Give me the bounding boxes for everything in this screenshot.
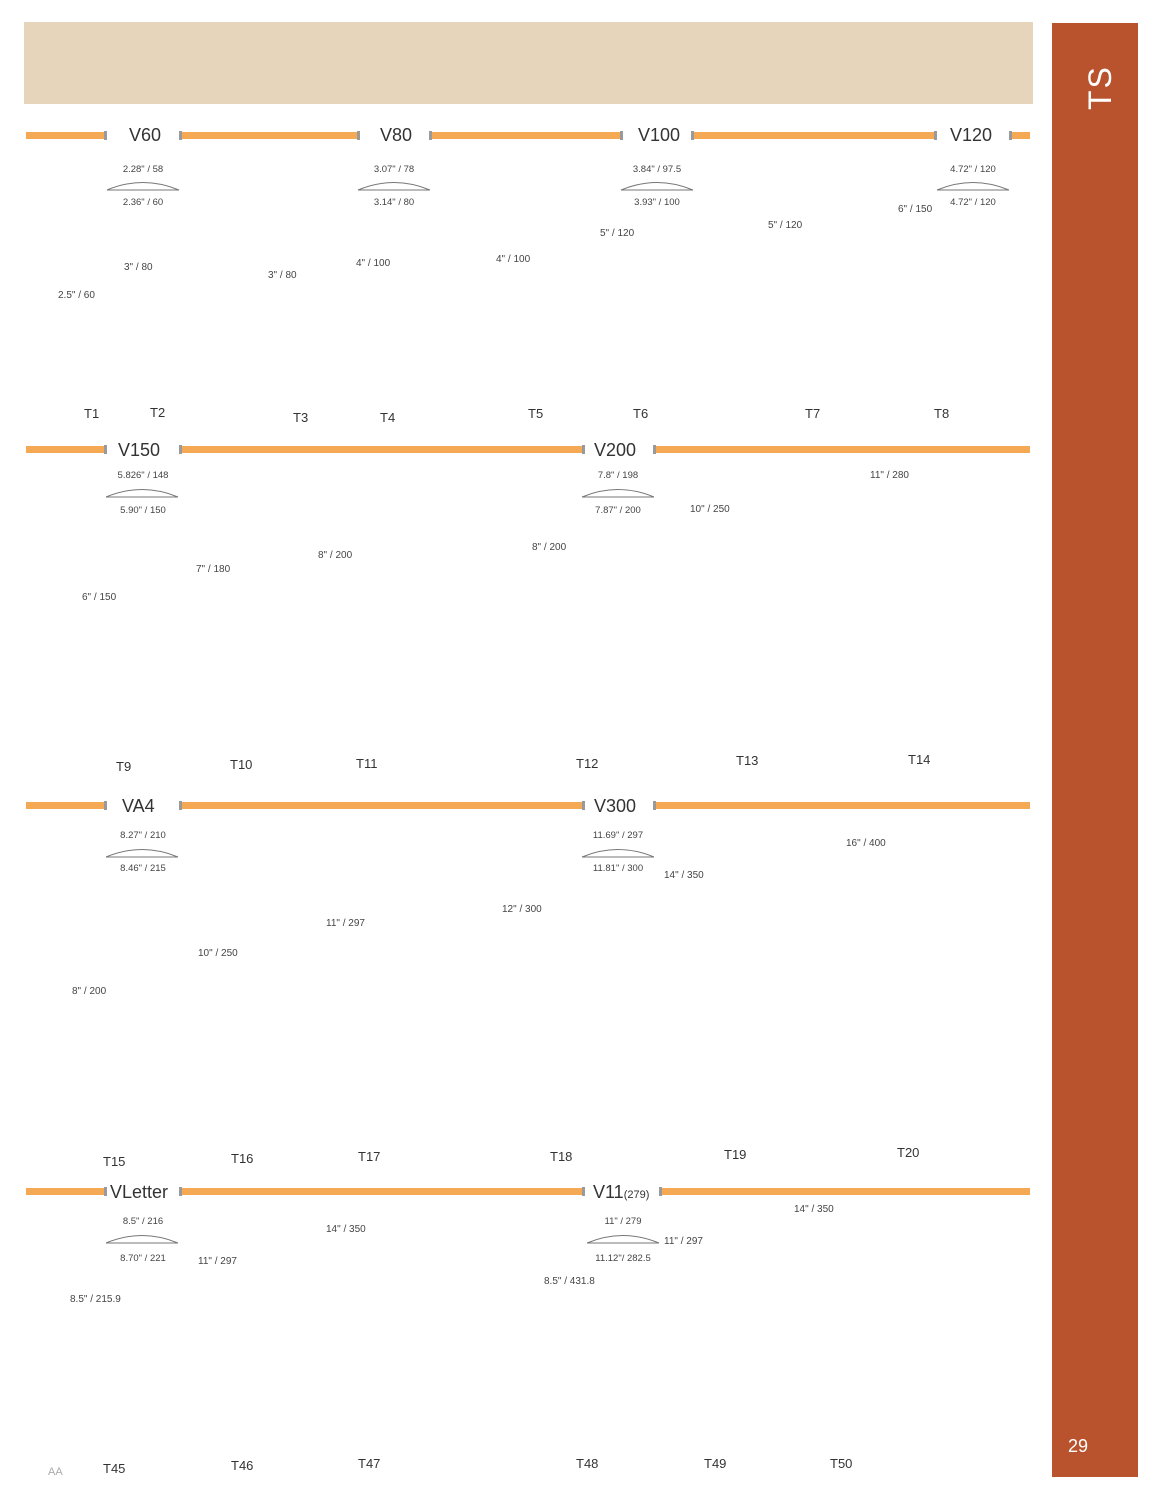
outer-width-label: 8.5" / 216: [122, 1216, 164, 1227]
stand-height-label: 8" / 200: [318, 550, 353, 561]
stand-height-label: 12" / 300: [502, 904, 542, 915]
product-code: T2: [150, 405, 166, 420]
divider-cap: [179, 1187, 182, 1196]
series-label-v120: V120: [950, 125, 993, 145]
series-label-vletter: VLetter: [110, 1182, 169, 1202]
width-arc-icon: [580, 484, 656, 498]
stand-illustration: [58, 290, 118, 378]
stand-illustration: [600, 228, 696, 382]
inner-width-label: 5.90" / 150: [120, 505, 166, 516]
outer-width-label: 4.72" / 120: [950, 164, 996, 175]
divider-bar: [26, 132, 106, 139]
stand-illustration: [768, 220, 880, 384]
stand-height-label: 3" / 80: [124, 262, 153, 273]
stand-height-label: 14" / 350: [326, 1224, 366, 1235]
divider-cap: [104, 801, 107, 810]
stand-height-label: 3" / 80: [268, 270, 297, 281]
stand-height-label: 4" / 100: [356, 258, 391, 269]
divider-cap: [653, 445, 656, 454]
divider-cap: [104, 1187, 107, 1196]
series-label-v300: V300: [594, 796, 637, 816]
outer-width-label: 11" / 279: [604, 1216, 642, 1227]
stand-illustration: [82, 592, 184, 746]
width-arc-icon: [619, 177, 695, 191]
stand-illustration: [544, 1276, 662, 1450]
product-code: T8: [934, 406, 950, 421]
stand-illustration: [198, 1256, 310, 1450]
outer-width-label: 3.84" / 97.5: [632, 164, 682, 175]
stand-height-label: 11" / 280: [870, 470, 909, 481]
header-banner: [24, 22, 1033, 104]
stand-height-label: 4" / 100: [496, 254, 531, 265]
stand-height-label: 8" / 200: [72, 986, 107, 997]
stand-height-label: 14" / 350: [664, 870, 704, 881]
stand-illustration: [326, 918, 444, 1142]
divider-bar: [430, 132, 623, 139]
divider-cap: [620, 131, 623, 140]
series-label-v80: V80: [380, 125, 413, 145]
stand-illustration: [198, 948, 310, 1144]
product-code: T19: [724, 1147, 747, 1162]
outer-width-label: 8.27" / 210: [120, 830, 166, 841]
series-label-v60: V60: [129, 125, 162, 145]
stand-height-label: 10" / 250: [198, 948, 238, 959]
stand-height-label: 6" / 150: [82, 592, 117, 603]
series-label-va4: VA4: [122, 796, 155, 816]
divider-cap: [582, 445, 585, 454]
divider-cap: [934, 131, 937, 140]
divider-bar: [26, 446, 106, 453]
product-code: T18: [550, 1149, 573, 1164]
divider-bar: [692, 132, 936, 139]
product-code: T1: [84, 406, 100, 421]
divider-cap: [1009, 131, 1012, 140]
stand-illustration: [496, 254, 588, 376]
inner-width-label: 11.12"/ 282.5: [595, 1253, 651, 1264]
stand-illustration: [532, 542, 662, 750]
outer-width-label: 7.8" / 198: [597, 470, 639, 481]
width-arc-icon: [105, 177, 181, 191]
divider-cap: [659, 1187, 662, 1196]
inner-width-label: 3.14" / 80: [373, 197, 415, 208]
divider-cap: [104, 445, 107, 454]
stand-illustration: [268, 270, 346, 382]
divider-bar: [1010, 132, 1030, 139]
product-code: T14: [908, 752, 931, 767]
stand-height-label: 5" / 120: [768, 220, 803, 231]
stand-illustration: [664, 870, 836, 1148]
product-code: T15: [103, 1154, 126, 1169]
outer-width-label: 2.28" / 58: [122, 164, 164, 175]
stand-illustration: [196, 564, 306, 748]
stand-height-label: 8" / 200: [532, 542, 567, 553]
stand-height-label: 8.5" / 431.8: [544, 1276, 595, 1287]
stand-illustration: [72, 986, 184, 1146]
stand-height-label: 11" / 297: [198, 1256, 237, 1267]
inner-width-label: 3.93" / 100: [634, 197, 680, 208]
series-label-v100: V100: [638, 125, 681, 145]
stand-height-label: 2.5" / 60: [58, 290, 95, 301]
product-code: T3: [293, 410, 309, 425]
stand-height-label: 11" / 297: [664, 1236, 703, 1247]
divider-bar: [660, 1188, 1030, 1195]
footer-mark: AA: [48, 1466, 63, 1478]
product-code: T7: [805, 406, 821, 421]
inner-width-label: 4.72" / 120: [950, 197, 996, 208]
inner-width-label: 11.81" / 300: [592, 863, 644, 874]
divider-cap: [104, 131, 107, 140]
width-arc-icon: [104, 1230, 180, 1244]
stand-height-label: 10" / 250: [690, 504, 730, 515]
product-code: T47: [358, 1456, 381, 1471]
width-arc-icon: [356, 177, 432, 191]
product-code: T6: [633, 406, 649, 421]
series-label-v200: V200: [594, 440, 637, 460]
product-code: T4: [380, 410, 396, 425]
divider-cap: [179, 445, 182, 454]
inner-width-label: 7.87" / 200: [595, 505, 641, 516]
stand-illustration: [326, 1224, 444, 1448]
divider-cap: [691, 131, 694, 140]
width-arc-icon: [935, 177, 1011, 191]
product-code: T45: [103, 1461, 126, 1476]
stand-height-label: 8.5" / 215.9: [70, 1294, 121, 1305]
width-arc-icon: [580, 844, 656, 858]
stand-height-label: 6" / 150: [898, 204, 933, 215]
divider-bar: [180, 446, 584, 453]
divider-bar: [180, 802, 584, 809]
inner-width-label: 8.70" / 221: [120, 1253, 166, 1264]
stand-illustration: [502, 904, 668, 1148]
stand-illustration: [70, 1294, 184, 1452]
inner-width-label: 8.46" / 215: [120, 863, 166, 874]
stand-height-label: 5" / 120: [600, 228, 635, 239]
stand-illustration: [870, 470, 1030, 740]
series-label-v11: V11(279): [593, 1182, 650, 1202]
stand-illustration: [124, 262, 192, 380]
product-code: T49: [704, 1456, 727, 1471]
stand-illustration: [318, 550, 438, 746]
divider-cap: [582, 801, 585, 810]
stand-illustration: [664, 1236, 800, 1450]
width-arc-icon: [585, 1230, 661, 1244]
divider-cap: [653, 801, 656, 810]
product-code: T17: [358, 1149, 381, 1164]
divider-bar: [654, 802, 1030, 809]
product-code: T9: [116, 759, 132, 774]
divider-bar: [180, 132, 360, 139]
stand-height-label: 11" / 297: [326, 918, 365, 929]
stand-illustration: [690, 504, 836, 748]
product-code: T11: [356, 756, 378, 771]
stand-height-label: 16" / 400: [846, 838, 886, 849]
divider-cap: [582, 1187, 585, 1196]
stand-height-label: 14" / 350: [794, 1204, 834, 1215]
inner-width-label: 2.36" / 60: [122, 197, 164, 208]
series-label-suffix: (279): [623, 1189, 650, 1201]
divider-cap: [179, 131, 182, 140]
page-number: 29: [1068, 1436, 1089, 1456]
divider-cap: [357, 131, 360, 140]
product-code: T46: [231, 1458, 254, 1473]
divider-cap: [429, 131, 432, 140]
series-label-v150: V150: [118, 440, 161, 460]
divider-cap: [179, 801, 182, 810]
width-arc-icon: [104, 484, 180, 498]
product-code: T50: [830, 1456, 853, 1471]
side-tab: [1052, 23, 1138, 1477]
product-code: T12: [576, 756, 599, 771]
outer-width-label: 5.826" / 148: [117, 470, 169, 481]
width-arc-icon: [104, 844, 180, 858]
product-code: T20: [897, 1145, 920, 1160]
stand-height-label: 7" / 180: [196, 564, 231, 575]
product-code: T48: [576, 1456, 599, 1471]
divider-bar: [180, 1188, 584, 1195]
product-code: T16: [231, 1151, 254, 1166]
divider-bar: [654, 446, 1030, 453]
product-code: T5: [528, 406, 544, 421]
product-code: T10: [230, 757, 253, 772]
product-code: T13: [736, 753, 759, 768]
stand-illustration: [794, 1204, 920, 1450]
stand-illustration: [356, 258, 442, 382]
stand-illustration: [846, 838, 1030, 1146]
stand-illustration: [898, 204, 1016, 396]
outer-width-label: 3.07" / 78: [373, 164, 415, 175]
divider-bar: [26, 1188, 106, 1195]
outer-width-label: 11.69" / 297: [592, 830, 644, 841]
divider-bar: [26, 802, 106, 809]
